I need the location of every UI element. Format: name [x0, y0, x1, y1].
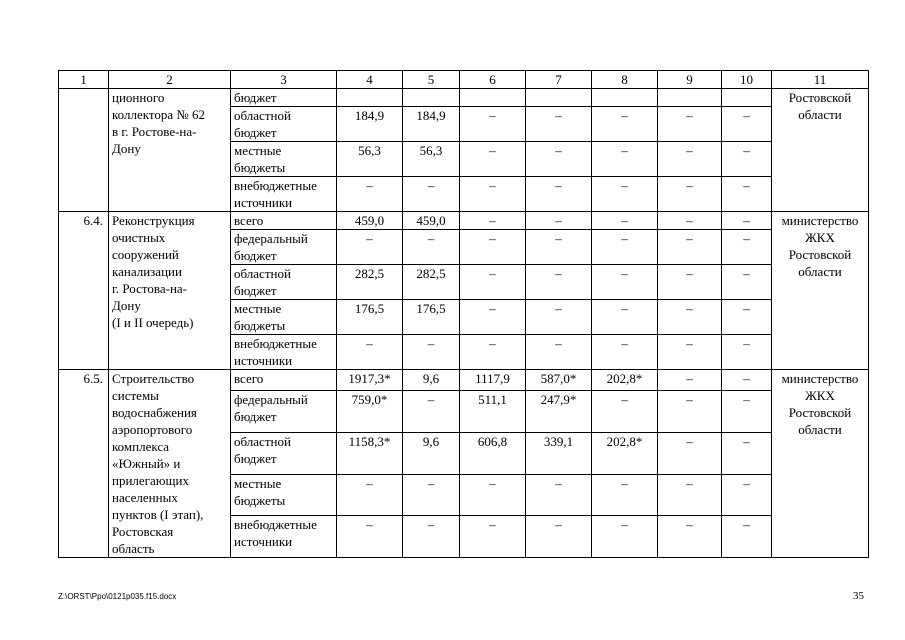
value-cell: – [460, 516, 526, 558]
col-header-9: 9 [658, 71, 722, 89]
value-cell: – [658, 230, 722, 265]
value-cell: – [722, 212, 772, 230]
value-cell: 56,3 [403, 142, 460, 177]
value-cell: – [658, 335, 722, 370]
value-cell: – [403, 177, 460, 212]
value-cell: – [460, 177, 526, 212]
value-cell: – [460, 335, 526, 370]
value-cell: – [722, 370, 772, 391]
page-number: 35 [853, 590, 864, 602]
value-cell: – [592, 516, 658, 558]
value-cell: 587,0* [526, 370, 592, 391]
value-cell: – [592, 265, 658, 300]
file-path: Z:\ORST\Ppo\0121p035.f15.docx [58, 592, 177, 601]
value-cell [403, 89, 460, 107]
value-cell: 282,5 [337, 265, 403, 300]
value-cell: – [592, 177, 658, 212]
value-cell: – [403, 230, 460, 265]
value-cell [337, 89, 403, 107]
value-cell: – [592, 107, 658, 142]
value-cell: – [592, 474, 658, 516]
funding-source: областной бюджет [231, 107, 337, 142]
value-cell: – [460, 212, 526, 230]
item-number: 6.5. [59, 370, 109, 558]
funding-source: всего [231, 212, 337, 230]
value-cell: 184,9 [403, 107, 460, 142]
value-cell: – [722, 516, 772, 558]
value-cell: – [526, 516, 592, 558]
col-header-3: 3 [231, 71, 337, 89]
value-cell [460, 89, 526, 107]
col-header-5: 5 [403, 71, 460, 89]
value-cell: – [592, 300, 658, 335]
value-cell: – [722, 300, 772, 335]
value-cell: 459,0 [337, 212, 403, 230]
budget-table-container [58, 70, 869, 558]
value-cell: – [658, 370, 722, 391]
value-cell: – [658, 474, 722, 516]
table-row [59, 89, 869, 107]
value-cell: – [526, 474, 592, 516]
value-cell: 202,8* [592, 370, 658, 391]
value-cell: 56,3 [337, 142, 403, 177]
value-cell: – [722, 230, 772, 265]
value-cell: – [460, 142, 526, 177]
value-cell [658, 89, 722, 107]
value-cell: – [337, 474, 403, 516]
column-number-row [59, 71, 869, 89]
value-cell: – [526, 107, 592, 142]
value-cell: 1917,3* [337, 370, 403, 391]
value-cell: 9,6 [403, 433, 460, 475]
value-cell: – [658, 516, 722, 558]
value-cell: – [592, 391, 658, 433]
value-cell: – [592, 212, 658, 230]
value-cell: – [592, 335, 658, 370]
funding-source: местные бюджеты [231, 474, 337, 516]
table-row [59, 212, 869, 230]
value-cell: 459,0 [403, 212, 460, 230]
value-cell: – [658, 265, 722, 300]
value-cell: – [403, 474, 460, 516]
value-cell: – [526, 142, 592, 177]
value-cell: – [722, 474, 772, 516]
col-header-1: 1 [59, 71, 109, 89]
item-number: 6.4. [59, 212, 109, 370]
value-cell: 9,6 [403, 370, 460, 391]
value-cell: 247,9* [526, 391, 592, 433]
value-cell: – [722, 433, 772, 475]
item-name: Строительство системы водоснабжения аэропортового комплекса «Южный» и прилегающих населенных пунктов (I этап), Ростовская область [109, 370, 231, 558]
value-cell: – [526, 265, 592, 300]
value-cell: – [722, 391, 772, 433]
value-cell: 202,8* [592, 433, 658, 475]
value-cell [592, 89, 658, 107]
value-cell: 176,5 [403, 300, 460, 335]
value-cell: – [722, 177, 772, 212]
funding-source: федеральный бюджет [231, 230, 337, 265]
table-row [59, 370, 869, 391]
value-cell: – [337, 335, 403, 370]
value-cell: – [526, 300, 592, 335]
value-cell: 1158,3* [337, 433, 403, 475]
funding-source: областной бюджет [231, 433, 337, 475]
col-header-2: 2 [109, 71, 231, 89]
value-cell [526, 89, 592, 107]
funding-source: всего [231, 370, 337, 391]
value-cell: – [337, 516, 403, 558]
value-cell: – [403, 335, 460, 370]
value-cell: – [460, 474, 526, 516]
col-header-4: 4 [337, 71, 403, 89]
budget-table [58, 70, 869, 558]
value-cell: – [526, 230, 592, 265]
value-cell: – [403, 516, 460, 558]
value-cell: – [722, 265, 772, 300]
value-cell: – [460, 300, 526, 335]
funding-source: внебюджетные источники [231, 335, 337, 370]
funding-source: федеральный бюджет [231, 391, 337, 433]
funding-source: областной бюджет [231, 265, 337, 300]
col-header-6: 6 [460, 71, 526, 89]
value-cell: – [658, 391, 722, 433]
value-cell: – [460, 265, 526, 300]
col-header-10: 10 [722, 71, 772, 89]
funding-source: бюджет [231, 89, 337, 107]
value-cell: – [460, 230, 526, 265]
item-number [59, 89, 109, 212]
col-header-11: 11 [772, 71, 869, 89]
value-cell: 1117,9 [460, 370, 526, 391]
responsible-executor: Ростовской области [772, 89, 869, 212]
value-cell: – [337, 230, 403, 265]
value-cell: 339,1 [526, 433, 592, 475]
funding-source: местные бюджеты [231, 300, 337, 335]
value-cell: 759,0* [337, 391, 403, 433]
value-cell: – [658, 107, 722, 142]
value-cell: – [592, 142, 658, 177]
value-cell: – [722, 142, 772, 177]
value-cell: – [722, 335, 772, 370]
item-name: Реконструкция очистных сооружений канализации г. Ростова-на- Дону (I и II очередь) [109, 212, 231, 370]
col-header-8: 8 [592, 71, 658, 89]
value-cell: – [460, 107, 526, 142]
value-cell [722, 89, 772, 107]
value-cell: 176,5 [337, 300, 403, 335]
value-cell: – [658, 142, 722, 177]
value-cell: – [403, 391, 460, 433]
value-cell: – [658, 177, 722, 212]
value-cell: – [526, 177, 592, 212]
value-cell: – [592, 230, 658, 265]
value-cell: – [658, 212, 722, 230]
responsible-executor: министерство ЖКХ Ростовской области [772, 212, 869, 370]
value-cell: 282,5 [403, 265, 460, 300]
value-cell: 184,9 [337, 107, 403, 142]
item-name: ционного коллектора № 62 в г. Ростове-на- Дону [109, 89, 231, 212]
value-cell: – [658, 433, 722, 475]
value-cell: – [337, 177, 403, 212]
value-cell: – [526, 212, 592, 230]
col-header-7: 7 [526, 71, 592, 89]
responsible-executor: министерство ЖКХ Ростовской области [772, 370, 869, 558]
funding-source: внебюджетные источники [231, 516, 337, 558]
value-cell: – [658, 300, 722, 335]
value-cell: 606,8 [460, 433, 526, 475]
value-cell: 511,1 [460, 391, 526, 433]
funding-source: местные бюджеты [231, 142, 337, 177]
value-cell: – [722, 107, 772, 142]
value-cell: – [526, 335, 592, 370]
table-body [59, 71, 869, 558]
funding-source: внебюджетные источники [231, 177, 337, 212]
